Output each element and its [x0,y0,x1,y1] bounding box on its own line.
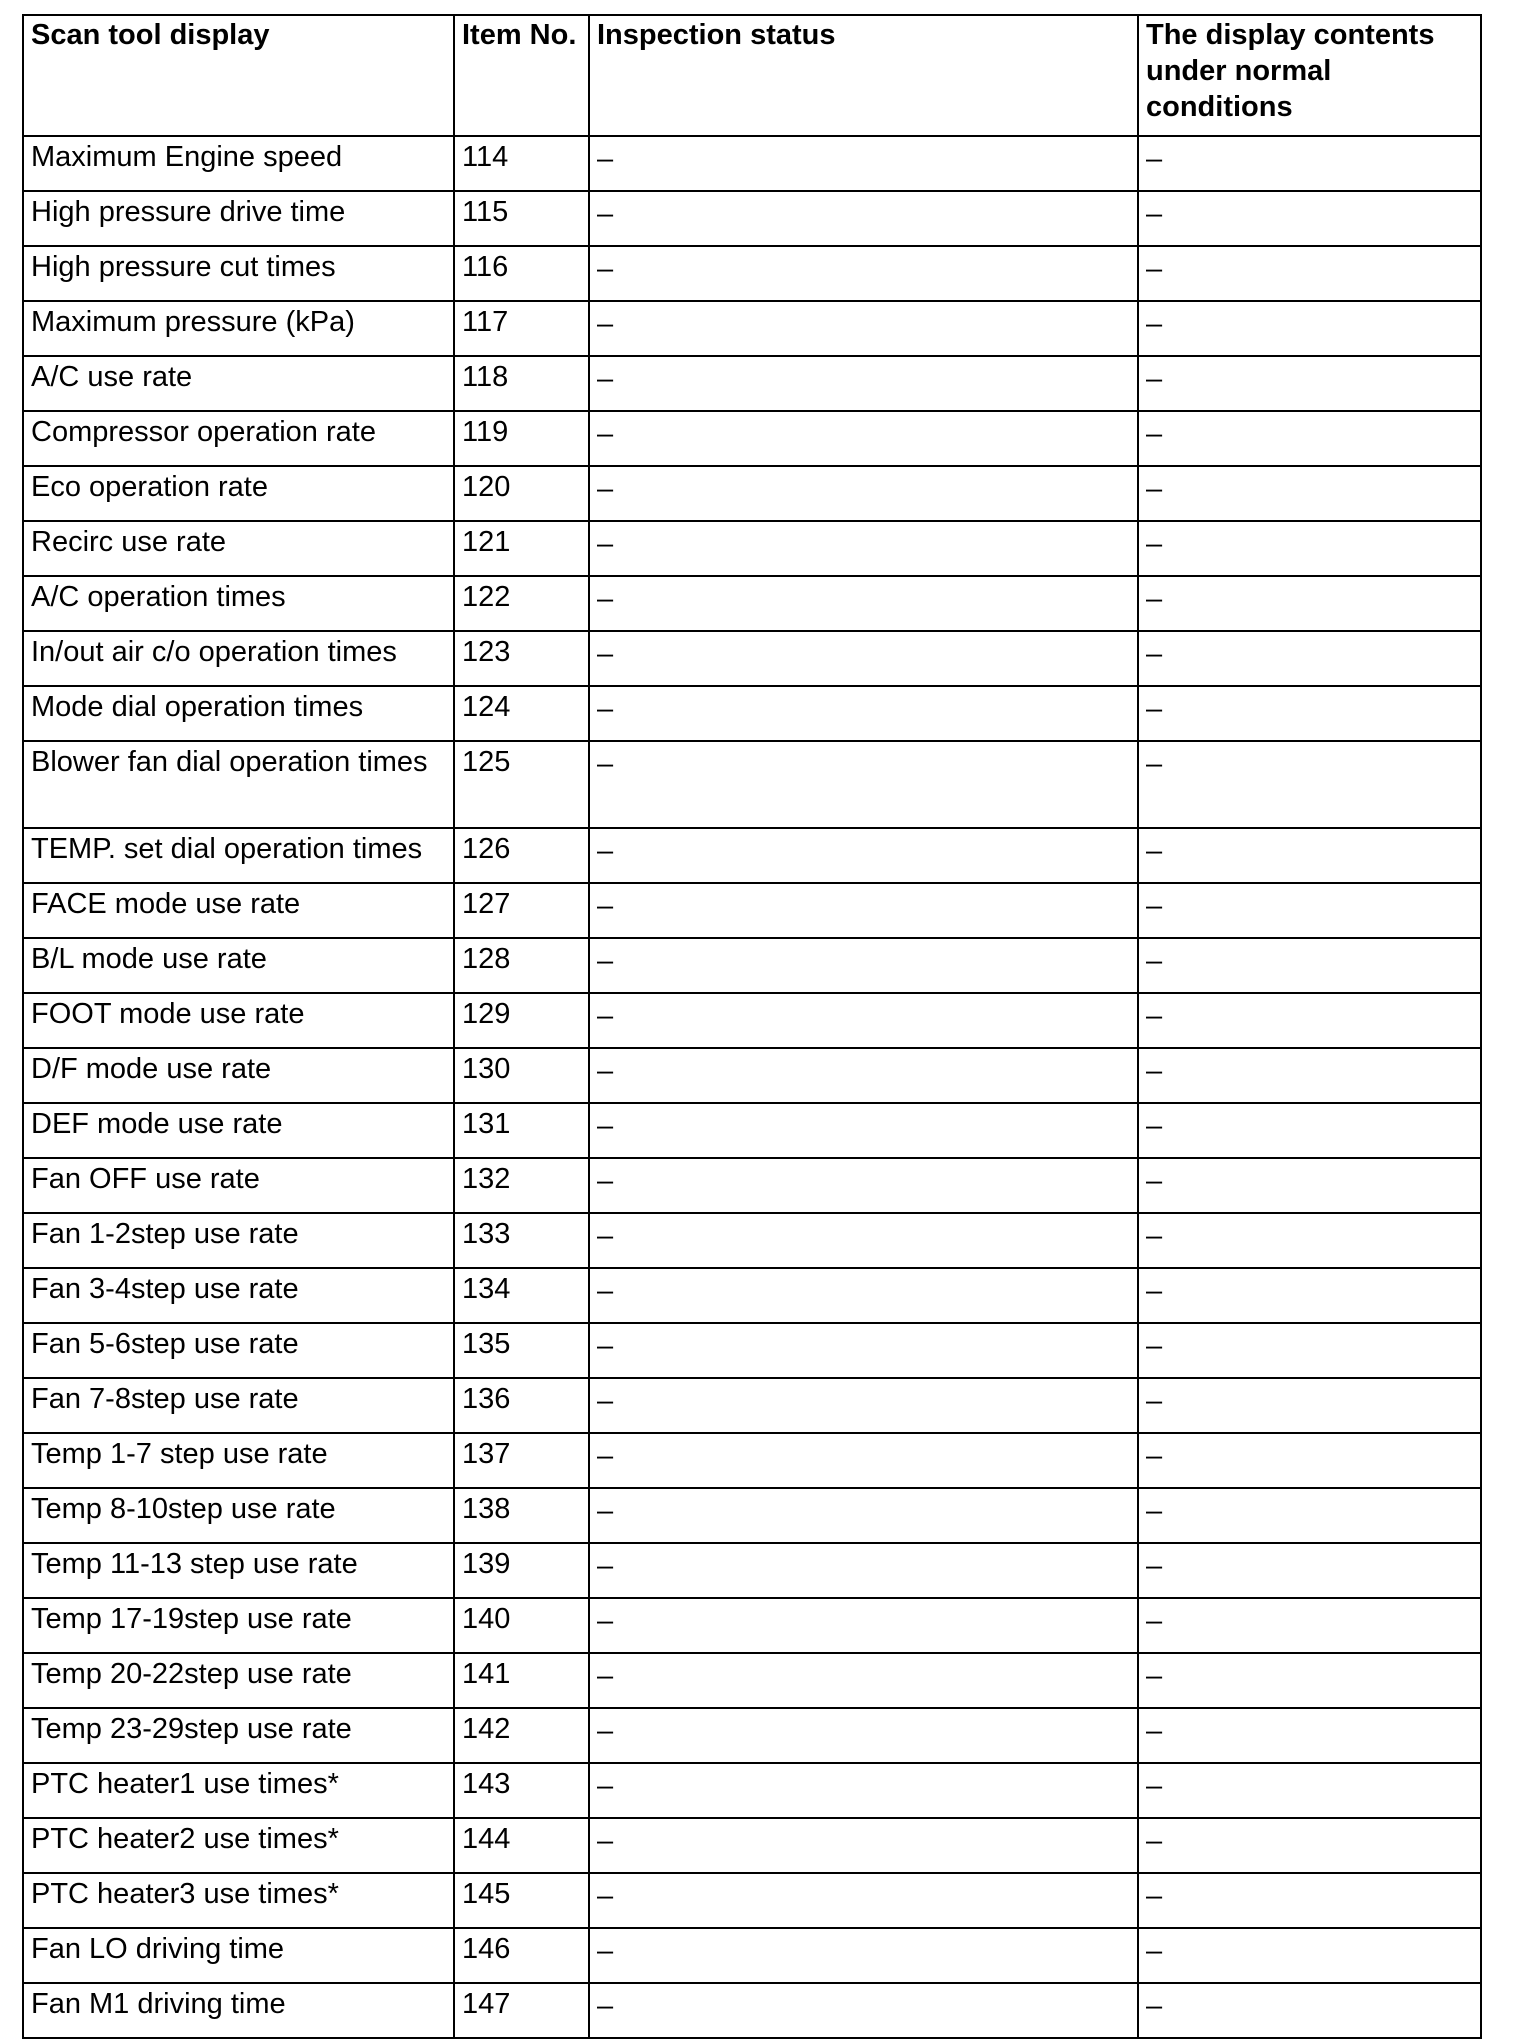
cell-inspection-status: – [589,356,1138,411]
cell-normal-contents: – [1138,136,1481,191]
cell-item-no: 147 [454,1983,589,2038]
cell-scan-tool-display: Recirc use rate [23,521,454,576]
cell-scan-tool-display: FACE mode use rate [23,883,454,938]
cell-scan-tool-display: FOOT mode use rate [23,993,454,1048]
cell-inspection-status: – [589,993,1138,1048]
cell-item-no: 132 [454,1158,589,1213]
table-row [23,1433,1481,1488]
cell-inspection-status: – [589,1488,1138,1543]
table-row [23,521,1481,576]
cell-scan-tool-display: Fan LO driving time [23,1928,454,1983]
cell-normal-contents: – [1138,1433,1481,1488]
cell-scan-tool-display: Temp 17-19step use rate [23,1598,454,1653]
cell-scan-tool-display: Fan 7-8step use rate [23,1378,454,1433]
cell-normal-contents: – [1138,1763,1481,1818]
cell-inspection-status: – [589,521,1138,576]
cell-inspection-status: – [589,1928,1138,1983]
cell-item-no: 120 [454,466,589,521]
cell-item-no: 143 [454,1763,589,1818]
cell-item-no: 122 [454,576,589,631]
cell-normal-contents: – [1138,1103,1481,1158]
cell-item-no: 140 [454,1598,589,1653]
cell-inspection-status: – [589,1983,1138,2038]
cell-scan-tool-display: PTC heater2 use times* [23,1818,454,1873]
cell-normal-contents: – [1138,938,1481,993]
table-row [23,411,1481,466]
table-header-row [23,15,1481,136]
cell-normal-contents: – [1138,1708,1481,1763]
table-row [23,631,1481,686]
cell-item-no: 116 [454,246,589,301]
scan-tool-data-table [22,14,1482,2039]
cell-normal-contents: – [1138,576,1481,631]
cell-item-no: 126 [454,828,589,883]
cell-item-no: 125 [454,741,589,828]
cell-normal-contents: – [1138,1543,1481,1598]
cell-scan-tool-display: PTC heater3 use times* [23,1873,454,1928]
table-row [23,1598,1481,1653]
cell-item-no: 129 [454,993,589,1048]
table-row [23,1873,1481,1928]
cell-inspection-status: – [589,883,1138,938]
cell-normal-contents: – [1138,246,1481,301]
cell-item-no: 131 [454,1103,589,1158]
cell-item-no: 124 [454,686,589,741]
cell-item-no: 141 [454,1653,589,1708]
cell-inspection-status: – [589,576,1138,631]
cell-item-no: 142 [454,1708,589,1763]
table-row [23,828,1481,883]
cell-scan-tool-display: Maximum Engine speed [23,136,454,191]
table-row [23,741,1481,828]
cell-item-no: 123 [454,631,589,686]
cell-inspection-status: – [589,1818,1138,1873]
cell-scan-tool-display: Fan OFF use rate [23,1158,454,1213]
cell-scan-tool-display: Maximum pressure (kPa) [23,301,454,356]
cell-normal-contents: – [1138,1873,1481,1928]
table-row [23,466,1481,521]
cell-inspection-status: – [589,1323,1138,1378]
cell-item-no: 134 [454,1268,589,1323]
cell-item-no: 139 [454,1543,589,1598]
table-row [23,1928,1481,1983]
cell-inspection-status: – [589,828,1138,883]
cell-normal-contents: – [1138,1323,1481,1378]
cell-inspection-status: – [589,466,1138,521]
cell-normal-contents: – [1138,1268,1481,1323]
cell-inspection-status: – [589,1433,1138,1488]
table-row [23,246,1481,301]
cell-inspection-status: – [589,1543,1138,1598]
cell-item-no: 135 [454,1323,589,1378]
cell-inspection-status: – [589,631,1138,686]
table-row [23,1488,1481,1543]
table-row [23,136,1481,191]
cell-normal-contents: – [1138,1598,1481,1653]
cell-inspection-status: – [589,1763,1138,1818]
cell-normal-contents: – [1138,1213,1481,1268]
table-row [23,301,1481,356]
cell-inspection-status: – [589,246,1138,301]
cell-scan-tool-display: Fan M1 driving time [23,1983,454,2038]
table-body [23,136,1481,2038]
cell-scan-tool-display: Fan 5-6step use rate [23,1323,454,1378]
cell-item-no: 117 [454,301,589,356]
cell-item-no: 128 [454,938,589,993]
cell-item-no: 118 [454,356,589,411]
cell-inspection-status: – [589,1048,1138,1103]
cell-scan-tool-display: Temp 11-13 step use rate [23,1543,454,1598]
table-row [23,356,1481,411]
cell-normal-contents: – [1138,741,1481,828]
table-row [23,1653,1481,1708]
cell-scan-tool-display: Eco operation rate [23,466,454,521]
cell-item-no: 136 [454,1378,589,1433]
cell-inspection-status: – [589,1708,1138,1763]
cell-normal-contents: – [1138,828,1481,883]
cell-item-no: 138 [454,1488,589,1543]
cell-item-no: 145 [454,1873,589,1928]
cell-scan-tool-display: A/C operation times [23,576,454,631]
cell-normal-contents: – [1138,631,1481,686]
table-row [23,1543,1481,1598]
cell-normal-contents: – [1138,1048,1481,1103]
table-row [23,1763,1481,1818]
table-row [23,1048,1481,1103]
cell-scan-tool-display: Fan 3-4step use rate [23,1268,454,1323]
cell-inspection-status: – [589,136,1138,191]
cell-normal-contents: – [1138,1653,1481,1708]
cell-inspection-status: – [589,1653,1138,1708]
cell-inspection-status: – [589,686,1138,741]
table-row [23,1818,1481,1873]
cell-item-no: 144 [454,1818,589,1873]
cell-normal-contents: – [1138,466,1481,521]
cell-scan-tool-display: Fan 1-2step use rate [23,1213,454,1268]
cell-normal-contents: – [1138,356,1481,411]
cell-inspection-status: – [589,1268,1138,1323]
table-row [23,1323,1481,1378]
cell-inspection-status: – [589,1598,1138,1653]
cell-normal-contents: – [1138,1158,1481,1213]
cell-inspection-status: – [589,938,1138,993]
cell-scan-tool-display: Mode dial operation times [23,686,454,741]
table-row [23,1268,1481,1323]
cell-item-no: 130 [454,1048,589,1103]
cell-normal-contents: – [1138,1928,1481,1983]
cell-normal-contents: – [1138,1983,1481,2038]
cell-scan-tool-display: High pressure cut times [23,246,454,301]
cell-item-no: 119 [454,411,589,466]
header-inspection-status: Inspection status [589,15,1138,136]
cell-scan-tool-display: Blower fan dial operation times [23,741,454,828]
cell-scan-tool-display: PTC heater1 use times* [23,1763,454,1818]
table-row [23,1378,1481,1433]
cell-normal-contents: – [1138,411,1481,466]
table-row [23,883,1481,938]
cell-item-no: 121 [454,521,589,576]
cell-scan-tool-display: TEMP. set dial operation times [23,828,454,883]
cell-inspection-status: – [589,1158,1138,1213]
cell-inspection-status: – [589,1213,1138,1268]
cell-normal-contents: – [1138,1488,1481,1543]
cell-item-no: 115 [454,191,589,246]
table-row [23,1103,1481,1158]
table-row [23,1983,1481,2038]
cell-scan-tool-display: A/C use rate [23,356,454,411]
cell-inspection-status: – [589,741,1138,828]
cell-scan-tool-display: DEF mode use rate [23,1103,454,1158]
cell-scan-tool-display: High pressure drive time [23,191,454,246]
table-row [23,1708,1481,1763]
cell-normal-contents: – [1138,1378,1481,1433]
cell-inspection-status: – [589,1103,1138,1158]
table-row [23,686,1481,741]
cell-item-no: 127 [454,883,589,938]
cell-normal-contents: – [1138,1818,1481,1873]
cell-normal-contents: – [1138,521,1481,576]
cell-inspection-status: – [589,411,1138,466]
header-scan-tool-display: Scan tool display [23,15,454,136]
table-row [23,1213,1481,1268]
cell-scan-tool-display: Temp 20-22step use rate [23,1653,454,1708]
cell-scan-tool-display: B/L mode use rate [23,938,454,993]
cell-inspection-status: – [589,301,1138,356]
cell-inspection-status: – [589,191,1138,246]
header-item-no: Item No. [454,15,589,136]
table-row [23,576,1481,631]
table-row [23,191,1481,246]
cell-normal-contents: – [1138,301,1481,356]
table-row [23,1158,1481,1213]
cell-inspection-status: – [589,1873,1138,1928]
cell-scan-tool-display: Temp 1-7 step use rate [23,1433,454,1488]
table-row [23,938,1481,993]
cell-normal-contents: – [1138,191,1481,246]
cell-inspection-status: – [589,1378,1138,1433]
cell-normal-contents: – [1138,686,1481,741]
cell-normal-contents: – [1138,883,1481,938]
cell-scan-tool-display: Temp 8-10step use rate [23,1488,454,1543]
cell-normal-contents: – [1138,993,1481,1048]
cell-item-no: 146 [454,1928,589,1983]
cell-item-no: 133 [454,1213,589,1268]
header-normal-display-contents: The display contents under normal conditions [1138,15,1481,136]
cell-scan-tool-display: Compressor operation rate [23,411,454,466]
cell-scan-tool-display: Temp 23-29step use rate [23,1708,454,1763]
table-row [23,993,1481,1048]
cell-scan-tool-display: D/F mode use rate [23,1048,454,1103]
cell-item-no: 114 [454,136,589,191]
cell-item-no: 137 [454,1433,589,1488]
cell-scan-tool-display: In/out air c/o operation times [23,631,454,686]
